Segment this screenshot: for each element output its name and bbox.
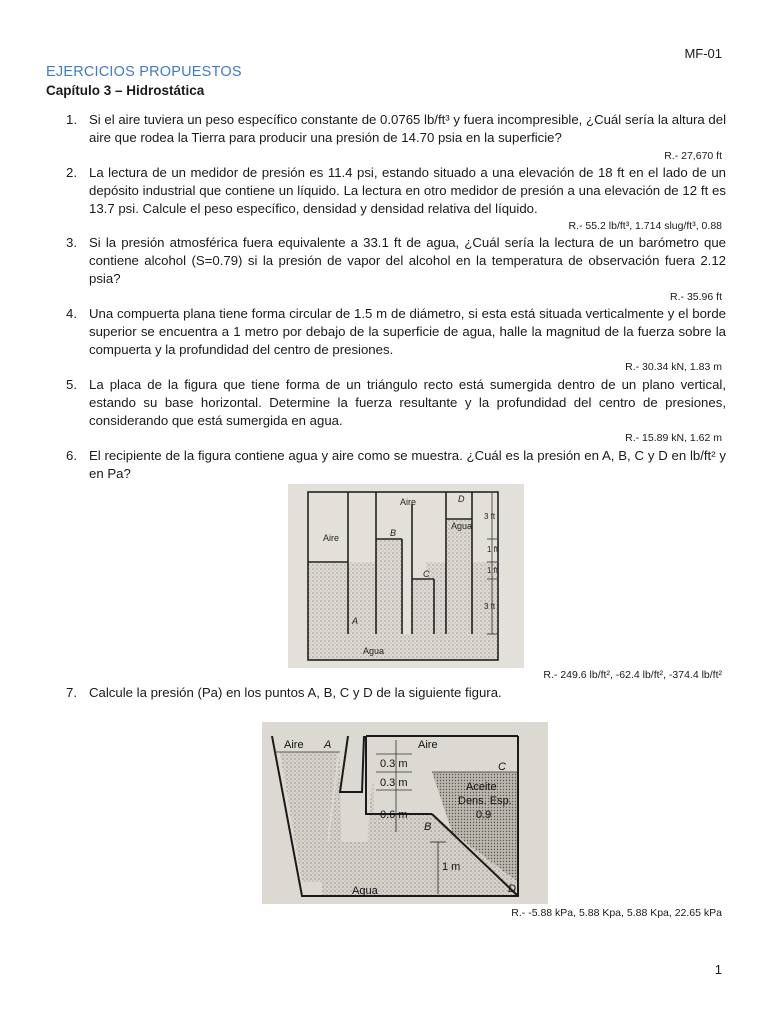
label-dens-value: 0.9 — [476, 809, 492, 821]
problem-number: 4. — [66, 306, 77, 321]
problem-4 — [66, 305, 726, 359]
problem-text: Si el aire tuviera un peso específico constante de 0.0765 lb/ft³ y fuera incompresible, ¿Cuál sería la altura del aire que rodea la Tierra para producir una presión de 14.70 psia en la superficie? — [89, 112, 727, 145]
problem-2 — [66, 164, 726, 218]
section-heading: EJERCICIOS PROPUESTOS — [46, 64, 242, 80]
label-aire-top: Aire — [400, 497, 417, 507]
answer-2: R.- 55.2 lb/ft³, 1.714 slug/ft³, 0.88 — [568, 220, 722, 232]
dim-3ft-bottom: 3 ft — [484, 602, 496, 611]
answer-5: R.- 15.89 kN, 1.62 m — [625, 432, 722, 444]
document-code: MF-01 — [684, 46, 722, 61]
label-agua: Agua — [352, 885, 378, 897]
label-agua-right: Agua — [451, 521, 473, 531]
problem-text: Calcule la presión (Pa) en los puntos A, B, C y D de la siguiente figura. — [89, 685, 502, 700]
problem-7 — [66, 684, 726, 702]
problem-text: El recipiente de la figura contiene agua y aire como se muestra. ¿Cuál es la presión en A, B, C y D en lb/ft² y en Pa? — [89, 448, 726, 481]
dim-3ft-top: 3 ft — [484, 512, 496, 521]
label-aire-left: Aire — [284, 739, 304, 751]
dim-0-3m-a: 0.3 m — [380, 758, 408, 770]
label-agua-bottom: Agua — [363, 646, 385, 656]
problem-text: Si la presión atmosférica fuera equivalente a 33.1 ft de agua, ¿Cuál sería la lectura de un barómetro que contiene alcohol (S=0.79) si la presión de vapor del alcohol en la temperatura de observación fuera 2.12 psia? — [89, 235, 726, 286]
dim-0-6m: 0.6 m — [380, 809, 408, 821]
problem-5 — [66, 376, 726, 430]
problem-1 — [66, 111, 726, 147]
problem-text: La lectura de un medidor de presión es 11.4 psi, estando situado a una elevación de 18 ft en el lado de un depósito industrial que contiene un líquido. La lectura en otro medidor de presión a una elevación de 12 ft es 13.7 psi. Calcule el peso específico, densidad y densidad relativa del líquido. — [89, 165, 726, 216]
label-aire-mid: Aire — [418, 739, 438, 751]
point-c-label: C — [423, 569, 430, 579]
problem-number: 2. — [66, 165, 77, 180]
point-d-label: D — [508, 883, 516, 895]
answer-7: R.- -5.88 kPa, 5.88 Kpa, 5.88 Kpa, 22.65 kPa — [511, 907, 722, 919]
point-b-label: B — [424, 821, 432, 833]
dim-0-3m-b: 0.3 m — [380, 777, 408, 789]
figure-7-tank-diagram — [262, 722, 548, 904]
point-a-label: A — [324, 739, 332, 751]
answer-4: R.- 30.34 kN, 1.83 m — [625, 361, 722, 373]
answer-1: R.- 27,670 ft — [664, 150, 722, 162]
dim-1ft-b: 1 ft — [487, 566, 499, 575]
problem-text: Una compuerta plana tiene forma circular de 1.5 m de diámetro, si esta está situada verticalmente y el borde superior se encuentra a 1 metro por debajo de la superficie de agua, halle la magnitud de la fuerza sobre la compuerta y la profundidad del centro de presiones. — [89, 306, 726, 357]
answer-3: R.- 35.96 ft — [670, 291, 722, 303]
point-a-label: A — [352, 616, 359, 626]
problem-3 — [66, 234, 726, 288]
dim-1ft-a: 1 ft — [487, 545, 499, 554]
answer-6: R.- 249.6 lb/ft², -62.4 lb/ft², -374.4 lb/ft² — [543, 669, 722, 681]
problem-number: 7. — [66, 685, 77, 700]
label-aire-left: Aire — [323, 533, 340, 543]
chapter-title: Capítulo 3 – Hidrostática — [46, 83, 205, 98]
figure-6-tank-diagram — [288, 484, 524, 668]
point-b-label: B — [390, 528, 397, 538]
problem-text: La placa de la figura que tiene forma de un triángulo recto está sumergida dentro de un plano vertical, estando su base horizontal. Determine la fuerza resultante y la profundidad del centro de presiones, considerando que está sumergida en agua. — [89, 377, 726, 428]
page-number: 1 — [714, 962, 722, 977]
problem-number: 3. — [66, 235, 77, 250]
problem-number: 6. — [66, 448, 77, 463]
label-aceite: Aceite — [466, 781, 497, 793]
point-d-label: D — [458, 494, 465, 504]
dim-1m: 1 m — [442, 861, 461, 873]
problem-number: 5. — [66, 377, 77, 392]
problem-6 — [66, 447, 726, 483]
label-dens-esp: Dens. Esp. — [458, 795, 512, 807]
point-c-label: C — [498, 761, 506, 773]
problem-number: 1. — [66, 112, 77, 127]
